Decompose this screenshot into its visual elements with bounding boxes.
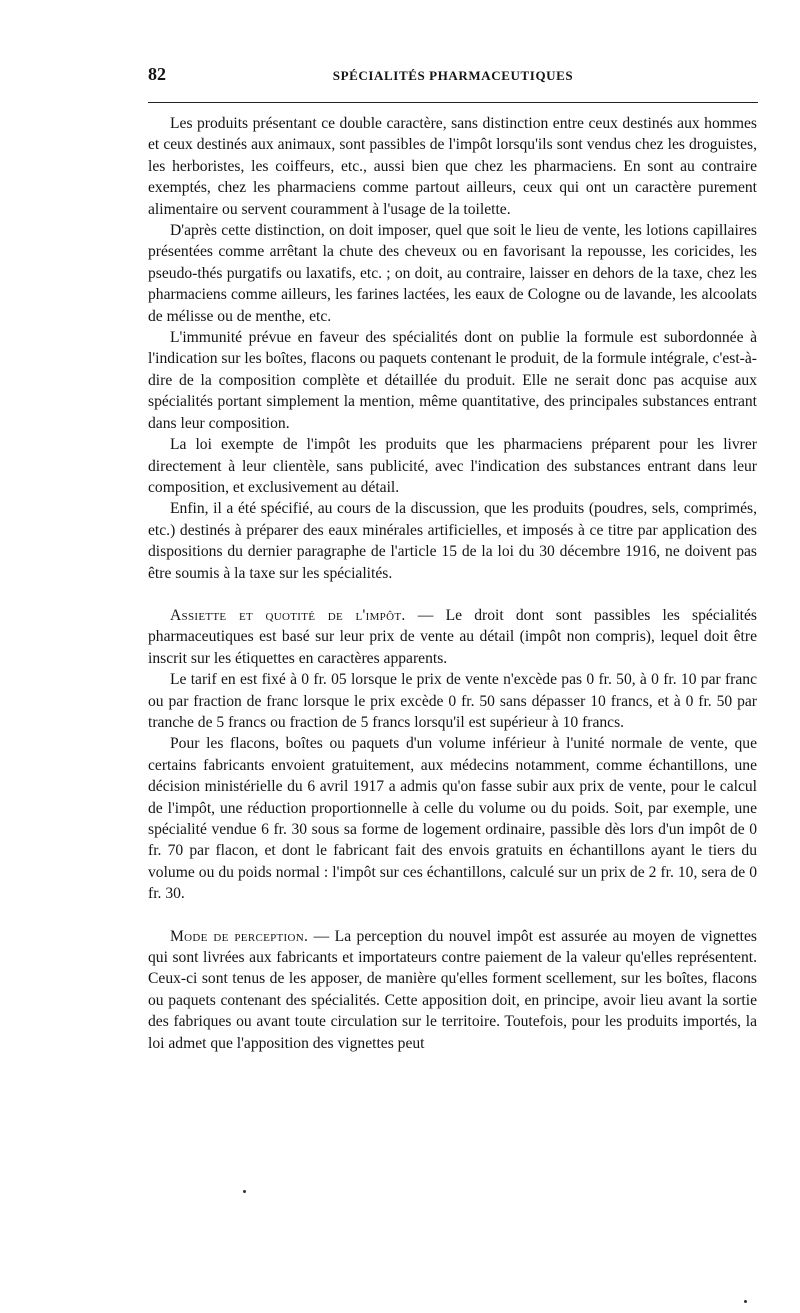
page-header xyxy=(148,64,758,100)
running-title: SPÉCIALITÉS PHARMACEUTIQUES xyxy=(332,68,574,83)
section-heading: Assiette et quotité de l'impôt. xyxy=(170,606,406,624)
header-rule xyxy=(148,102,758,103)
paragraph: L'immunité prévue en faveur des spécialités dont on publie la formule est subordonnée à l'indication sur les boîtes, flacons ou paquets contenant le produit, de la formule intégrale, c'est-à-dire de la composition complète et détaillée du produit. Elle ne serait donc pas acquise aux spécialités portant simplement la mention, même quantitative, des principales substances entrant dans leur composition. xyxy=(148,329,757,432)
paragraph: D'après cette distinction, on doit imposer, quel que soit le lieu de vente, les lotions capillaires présentées comme arrêtant la chute des cheveux ou en favorisant la repousse, les coricides, les pseudo-thés purgatifs ou laxatifs, etc. ; on doit, au contraire, laisser en dehors de la taxe, chez les pharmaciens comme ailleurs, les farines lactées, les eaux de Cologne ou de lavande, les alcoolats de mélisse ou de menthe, etc. xyxy=(148,222,757,325)
section-lead-paragraph xyxy=(148,926,757,1054)
scan-speck xyxy=(744,1300,747,1303)
section-heading: Mode de perception. xyxy=(170,927,309,945)
paragraph: Le tarif en est fixé à 0 fr. 05 lorsque le prix de vente n'excède pas 0 fr. 50, à 0 fr. 10 par franc ou par fraction de franc lorsque le prix excède 0 fr. 50 sans dépasser 10 francs, et à 0 fr. 50 par tranche de 5 francs ou fraction de 5 francs lorsqu'il est supérieur à 10 francs. xyxy=(148,671,757,731)
section-lead-text: — Le droit dont sont passibles les spécialités pharmaceutiques est basé sur leur prix de vente au détail (impôt non compris), lequel doit être inscrit sur les étiquettes en caractères apparents. xyxy=(148,606,757,667)
paragraph: Pour les flacons, boîtes ou paquets d'un volume inférieur à l'unité normale de vente, que certains fabricants envoient gratuitement, aux médecins notamment, comme échantillons, une décision ministérielle du 6 avril 1917 a admis qu'on fasse subir aux prix de vente, pour le calcul de l'impôt, une réduction proportionnelle à celle du volume ou du poids. Soit, par exemple, une spécialité vendue 6 fr. 30 sous sa forme de logement ordinaire, passible dès lors d'un impôt de 0 fr. 70 par flacon, et dont le fabricant fait des envois gratuits en échantillons ayant le tiers du volume ou du poids normal : l'impôt sur ces échantillons, calculé sur un prix de 2 fr. 10, sera de 0 fr. 30. xyxy=(148,735,757,903)
page-number: 82 xyxy=(148,64,166,84)
section-intro xyxy=(148,113,757,584)
scan-speck xyxy=(243,1190,246,1193)
section-perception xyxy=(148,926,757,1054)
section-lead-paragraph xyxy=(148,605,757,669)
section-lead-text: — La perception du nouvel impôt est assurée au moyen de vignettes qui sont livrées aux fabricants et importateurs contre paiement de la valeur qu'elles représentent. Ceux-ci sont tenus de les apposer, de manière qu'elles forment scellement, sur les boîtes, flacons ou paquets contenant des spécialités. Cette apposition doit, en principe, avoir lieu avant la sortie des fabriques ou avant toute circulation sur le territoire. Toutefois, pour les produits importés, la loi admet que l'apposition des vignettes peut xyxy=(148,927,757,1052)
paragraph: La loi exempte de l'impôt les produits que les pharmaciens préparent pour les livrer directement à leur clientèle, sans publicité, avec l'indication des substances entrant dans leur composition, et exclusivement au détail. xyxy=(148,436,757,496)
paragraph: Enfin, il a été spécifié, au cours de la discussion, que les produits (poudres, sels, comprimés, etc.) destinés à préparer des eaux minérales artificielles, et imposés à ce titre par application des dispositions du dernier paragraphe de l'article 15 de la loi du 30 décembre 1916, ne doivent pas être soumis à la taxe sur les spécialités. xyxy=(148,500,757,582)
paragraph: Les produits présentant ce double caractère, sans distinction entre ceux destinés aux hommes et ceux destinés aux animaux, sont passibles de l'impôt lorsqu'ils sont vendus chez les droguistes, les herboristes, les coiffeurs, etc., aussi bien que chez les pharmaciens. En sont au contraire exemptés, chez les pharmaciens comme partout ailleurs, ceux qui ont un caractère purement alimentaire ou servent couramment à l'usage de la toilette. xyxy=(148,115,757,218)
section-assiette xyxy=(148,605,757,905)
body-text xyxy=(148,113,757,1054)
